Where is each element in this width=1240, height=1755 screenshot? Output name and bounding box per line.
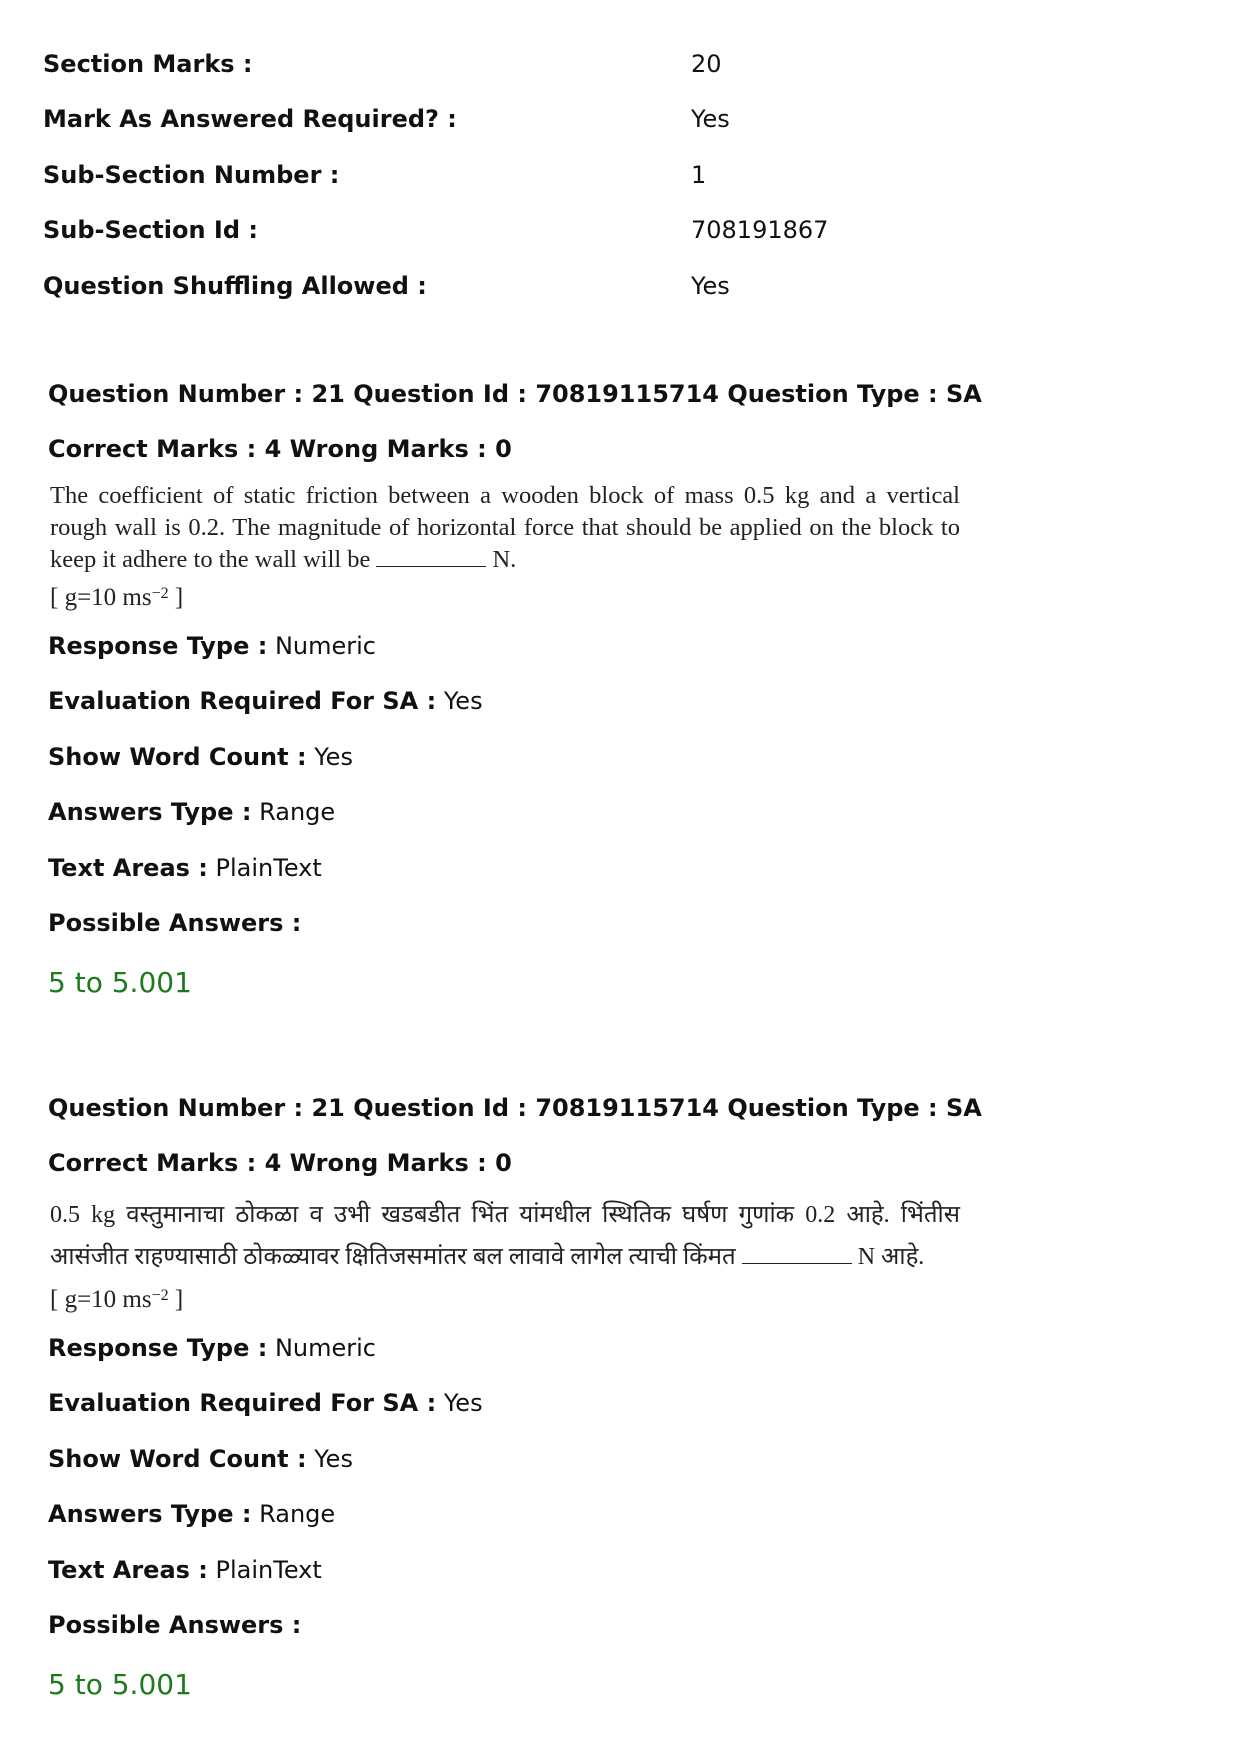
field-value: Range xyxy=(259,1500,336,1529)
field-value: PlainText xyxy=(215,1555,322,1584)
possible-answer: 5 to 5.001 xyxy=(48,965,192,999)
field-value: Yes xyxy=(443,687,483,716)
field-label: Evaluation Required For SA : xyxy=(48,687,437,716)
answer-blank xyxy=(376,548,486,567)
question-header: Question Number : 21 Question Id : 70819115714 Question Type : SA xyxy=(48,1093,982,1122)
field-label: Possible Answers : xyxy=(48,909,302,938)
formula-exponent: −2 xyxy=(151,1287,169,1304)
meta-row-question-shuffling xyxy=(43,258,1193,314)
field-label: Show Word Count : xyxy=(48,1444,307,1473)
question-text-before-blank: 0.5 kg वस्तुमानाचा ठोकळा व उभी खडबडीत भिंत यांमधील स्थितिक घर्षण गुणांक 0.2 आहे. भिंतीस आसंजीत राहण्यासाठी ठोकळ्यावर क्षितिजसमांतर बल लावावे लागेल त्याची किंमत xyxy=(50,1202,960,1270)
field-value: Yes xyxy=(314,742,353,771)
meta-label: Sub-Section Number : xyxy=(43,160,340,189)
question-marks: Correct Marks : 4 Wrong Marks : 0 xyxy=(48,434,512,463)
field-label: Text Areas : xyxy=(48,1555,208,1584)
question-formula xyxy=(50,578,1198,618)
field-response-type xyxy=(48,1320,1198,1376)
formula-exponent: −2 xyxy=(151,585,169,602)
meta-value: Yes xyxy=(691,271,730,300)
field-text-areas xyxy=(48,1542,1198,1598)
field-show-word-count xyxy=(48,1431,1198,1487)
answer-blank xyxy=(742,1245,852,1264)
meta-value: 708191867 xyxy=(691,216,829,245)
field-label: Response Type : xyxy=(48,631,268,660)
formula-suffix: ] xyxy=(174,584,184,611)
field-show-word-count xyxy=(48,729,1198,785)
meta-label: Section Marks : xyxy=(43,49,253,78)
question-text-before-blank: The coefficient of static friction between a wooden block of mass 0.5 kg and a vertical rough wall is 0.2. The magnitude of horizontal force that should be applied on the block to keep it adhere to the wall will be xyxy=(50,482,960,573)
question-formula xyxy=(50,1280,1198,1320)
field-value: Numeric xyxy=(274,631,376,660)
formula-suffix: ] xyxy=(174,1286,184,1313)
field-label: Answers Type : xyxy=(48,1500,252,1529)
question-text-after-blank: N आहे. xyxy=(857,1244,925,1270)
meta-row-section-marks xyxy=(43,36,1193,92)
section-metadata xyxy=(43,36,1193,314)
question-block-marathi xyxy=(48,1080,1198,1715)
meta-row-sub-section-id xyxy=(43,203,1193,259)
meta-row-sub-section-number xyxy=(43,147,1193,203)
field-value: Yes xyxy=(443,1389,483,1418)
meta-value: 1 xyxy=(691,160,707,189)
field-response-type xyxy=(48,618,1198,674)
field-possible-answers xyxy=(48,1598,1198,1654)
field-label: Answers Type : xyxy=(48,798,252,827)
field-evaluation-required xyxy=(48,1376,1198,1432)
question-text xyxy=(50,480,960,576)
field-label: Show Word Count : xyxy=(48,742,307,771)
question-text xyxy=(50,1194,960,1278)
field-value: Range xyxy=(259,798,336,827)
field-label: Response Type : xyxy=(48,1333,268,1362)
field-possible-answers xyxy=(48,896,1198,952)
field-answers-type xyxy=(48,785,1198,841)
question-marks: Correct Marks : 4 Wrong Marks : 0 xyxy=(48,1148,512,1177)
meta-label: Question Shuffling Allowed : xyxy=(43,271,427,300)
field-evaluation-required xyxy=(48,674,1198,730)
field-value: PlainText xyxy=(215,853,322,882)
field-label: Text Areas : xyxy=(48,853,208,882)
question-header: Question Number : 21 Question Id : 70819115714 Question Type : SA xyxy=(48,379,982,408)
meta-label: Mark As Answered Required? : xyxy=(43,105,457,134)
meta-value: 20 xyxy=(691,49,722,78)
field-value: Yes xyxy=(314,1444,353,1473)
field-label: Possible Answers : xyxy=(48,1611,302,1640)
question-text-after-blank: N. xyxy=(492,546,517,573)
meta-label: Sub-Section Id : xyxy=(43,216,258,245)
possible-answer: 5 to 5.001 xyxy=(48,1667,192,1701)
field-value: Numeric xyxy=(274,1333,376,1362)
field-text-areas xyxy=(48,840,1198,896)
formula-prefix: [ g=10 ms xyxy=(50,1286,152,1313)
meta-value: Yes xyxy=(691,105,730,134)
field-answers-type xyxy=(48,1487,1198,1543)
formula-prefix: [ g=10 ms xyxy=(50,584,152,611)
field-label: Evaluation Required For SA : xyxy=(48,1389,437,1418)
meta-row-mark-as-answered xyxy=(43,92,1193,148)
question-block-english xyxy=(48,366,1198,1013)
